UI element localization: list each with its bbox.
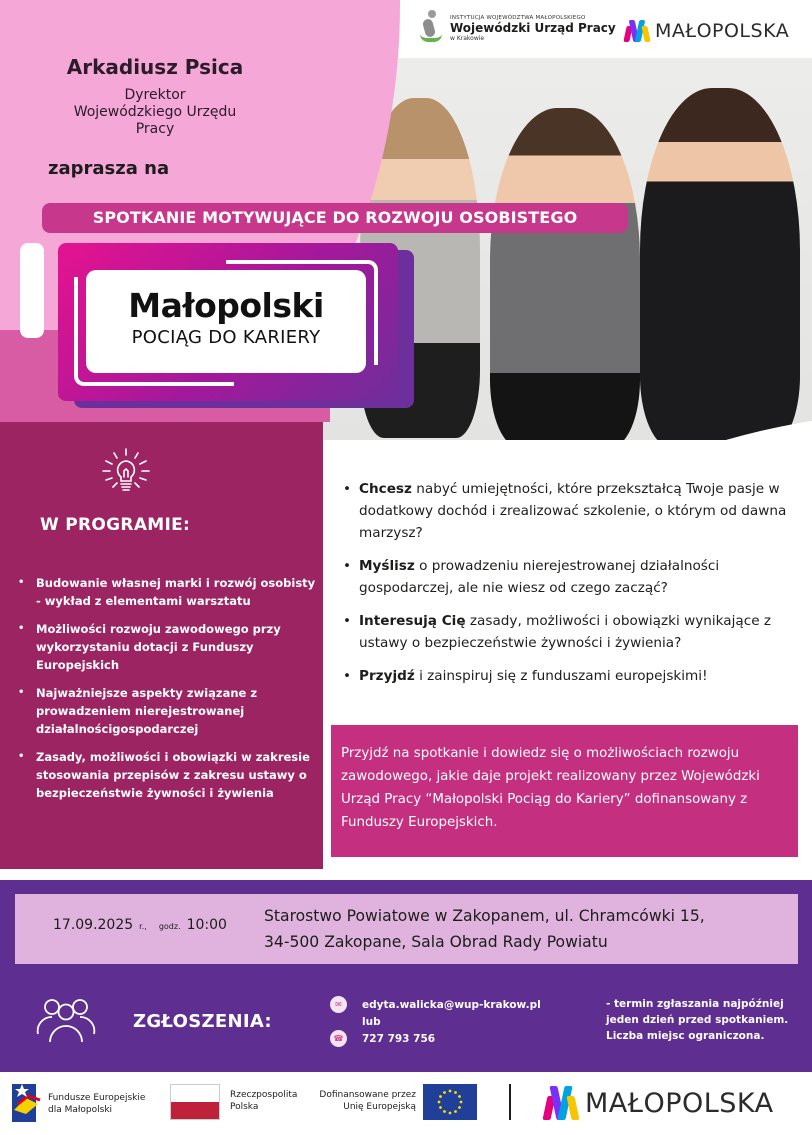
registration-title: ZGŁOSZENIA:: [133, 1011, 272, 1032]
role-line: Dyrektor: [124, 87, 186, 103]
director-role: [20, 87, 290, 138]
rp-line: Rzeczpospolita: [230, 1090, 298, 1100]
phone-row: [330, 1030, 541, 1047]
wup-logo-city: w Krakowie: [450, 34, 485, 42]
program-title: W PROGRAMIE:: [40, 515, 191, 535]
footer-divider: [509, 1084, 511, 1120]
note-line: - termin zgłaszania najpóźniej: [606, 998, 784, 1010]
role-line: Pracy: [135, 121, 175, 137]
question-lead: Przyjdź: [359, 668, 415, 684]
phone-icon: ☎: [330, 1030, 347, 1047]
program-item: • Najważniejsze aspekty związane z prowadzeniem nierejestrowanej działalnościgospodarczej: [18, 684, 318, 738]
woman-2-figure: [490, 108, 640, 440]
malopolska-logo-footer: [545, 1086, 774, 1120]
phone-number[interactable]: 727 793 756: [362, 1032, 436, 1045]
wup-logo-title: Wojewódzki Urząd Pracy: [450, 20, 616, 35]
event-time: 10:00: [186, 917, 227, 933]
question-text: zasady, możliwości i obowiązki wynikające z ustawy o bezpieczeństwie żywności i żywienia?: [359, 613, 772, 651]
wup-logo: [420, 10, 616, 46]
malopolska-wordmark: MAŁOPOLSKA: [585, 1087, 774, 1119]
rp-text: [230, 1089, 297, 1113]
polish-flag-icon: [170, 1084, 220, 1120]
event-place: [264, 903, 705, 955]
program-item: • Możliwości rozwoju zawodowego przy wykorzystaniu dotacji z Funduszy Europejskich: [18, 620, 318, 674]
note-line: jeden dzień przed spotkaniem.: [606, 1014, 789, 1026]
malopolska-logo-top: [625, 20, 789, 42]
invite-text: zaprasza na: [48, 158, 170, 179]
fe-line: Fundusze Europejskie: [48, 1093, 146, 1103]
fe-line: dla Małopolski: [48, 1105, 113, 1115]
question-item: [343, 665, 803, 687]
project-info-box: Przyjdź na spotkanie i dowiedz się o możliwościach rozwoju zawodowego, jakie daje projekt realizowany przez Wojewódzki Urząd Pracy “Małopolski Pociąg do Kariery” dofinansowany z Funduszy Europejskich.: [331, 725, 798, 857]
malopolska-wordmark: MAŁOPOLSKA: [655, 20, 790, 42]
question-item: [343, 555, 803, 599]
event-date-suffix: r.,: [139, 922, 147, 931]
question-text: o prowadzeniu nierejestrowanej działalności gospodarczej, ale nie wiesz od czego zacząć?: [359, 558, 720, 596]
event-datetime: [53, 917, 227, 933]
decorative-pill: [20, 243, 44, 338]
wup-figure-icon: [420, 10, 444, 46]
or-text: lub: [362, 1015, 381, 1028]
event-type-banner: SPOTKANIE MOTYWUJĄCE DO ROZWOJU OSOBISTEGO: [42, 203, 628, 233]
malopolska-m-icon: [545, 1086, 579, 1120]
event-time-label: godz.: [158, 922, 181, 931]
rp-line: Polska: [230, 1102, 259, 1112]
question-text: nabyć umiejętności, które przekształcą Twoje pasje w dodatkowy dochód i zrealizować szkolenie, o którym od dawna marzysz?: [359, 481, 787, 541]
email-link[interactable]: edyta.walicka@wup-krakow.pl: [362, 998, 541, 1011]
question-item: [343, 478, 803, 544]
question-text: i zainspiruj się z funduszami europejskimi!: [414, 668, 708, 684]
note-line: Liczba miejsc ograniczona.: [606, 1030, 765, 1042]
event-date: 17.09.2025: [53, 917, 134, 933]
funding-logos-footer: [0, 1072, 812, 1135]
registration-note: [606, 996, 806, 1044]
program-item: • Budowanie własnej marki i rozwój osobisty - wykład z elementami warsztatu: [18, 574, 318, 610]
contact-info: [330, 996, 541, 1047]
eu-flag-icon: [423, 1084, 477, 1120]
project-title: Małopolski: [128, 286, 324, 325]
program-panel: [0, 422, 323, 869]
ue-line: Dofinansowane przez: [319, 1090, 416, 1100]
european-funds-text: [48, 1092, 145, 1116]
people-icon: [34, 998, 98, 1042]
director-block: [20, 55, 290, 138]
project-subtitle: POCIĄG DO KARIERY: [131, 327, 321, 348]
ue-line: Unię Europejską: [343, 1102, 416, 1112]
woman-3-figure: [640, 88, 800, 440]
director-name: Arkadiusz Psica: [66, 55, 244, 79]
or-row: [330, 1013, 541, 1030]
question-lead: Chcesz: [359, 481, 412, 497]
envelope-icon: ✉: [330, 996, 347, 1013]
role-line: Wojewódzkiego Urzędu: [73, 104, 237, 120]
wup-logo-caption: INSTYTUCJA WOJEWÓDZTWA MAŁOPOLSKIEGO: [450, 14, 586, 21]
project-title-box: [86, 270, 366, 373]
event-place-line: 34-500 Zakopane, Sala Obrad Rady Powiatu: [264, 933, 608, 951]
eu-funding-text: [300, 1089, 416, 1113]
question-lead: Interesują Cię: [359, 613, 466, 629]
european-funds-logo-icon: [12, 1080, 42, 1126]
email-row: [330, 996, 541, 1013]
program-list: [18, 574, 318, 812]
question-item: [343, 610, 803, 654]
malopolska-m-icon: [625, 20, 649, 42]
lightbulb-icon: [100, 447, 152, 499]
event-place-line: Starostwo Powiatowe w Zakopanem, ul. Chramcówki 15,: [264, 907, 705, 925]
question-lead: Myślisz: [359, 558, 415, 574]
questions-list: [343, 478, 803, 698]
program-item: • Zasady, możliwości i obowiązki w zakresie stosowania przepisów z zakresu ustawy o bezpieczeństwie żywności i żywienia: [18, 748, 318, 802]
